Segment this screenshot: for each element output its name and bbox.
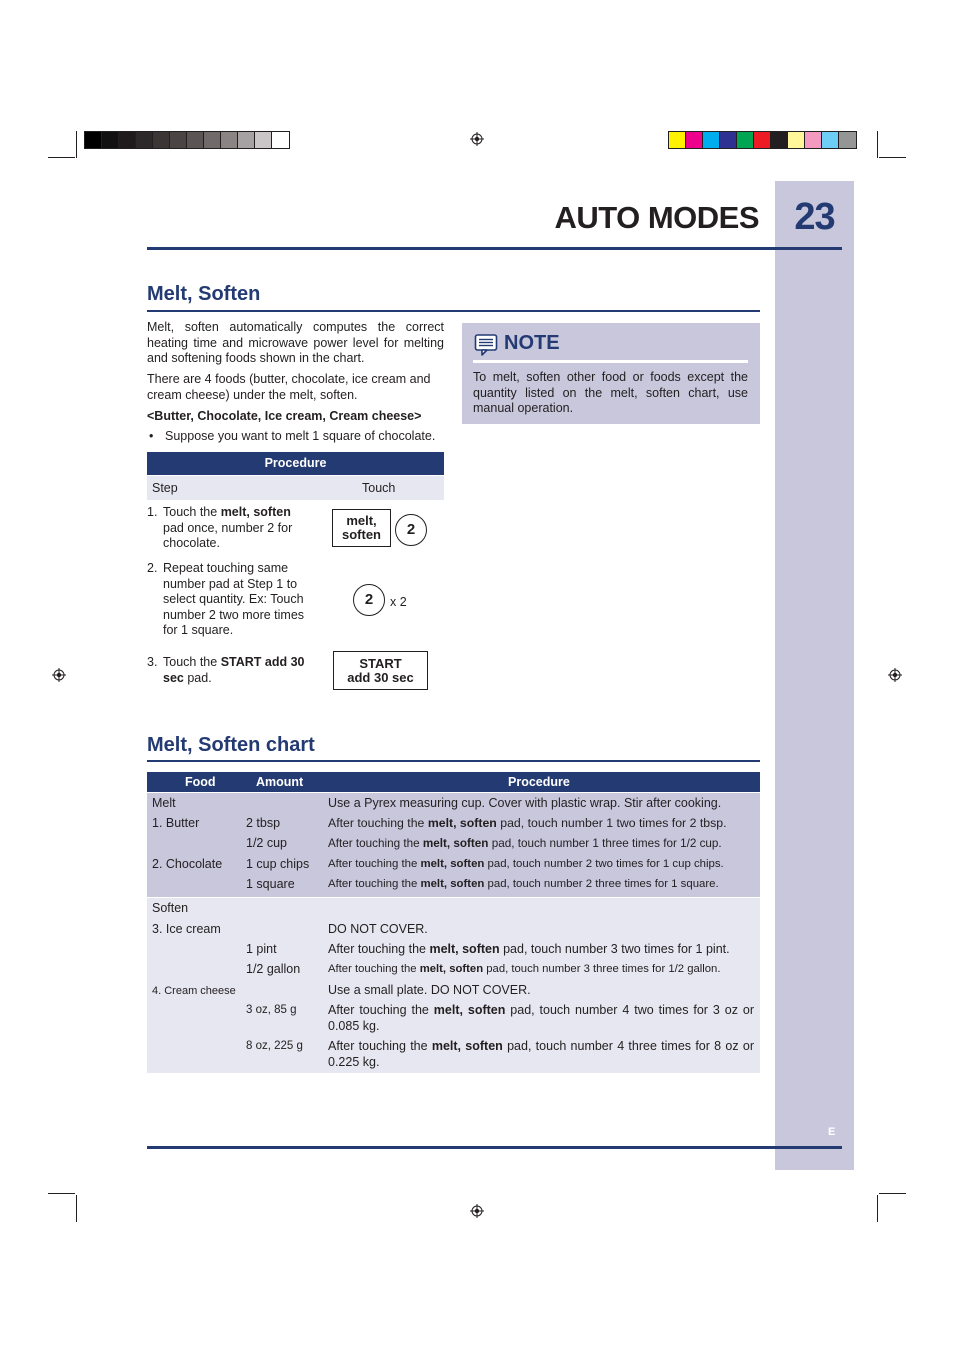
color-swatch [170, 132, 187, 148]
procedure-cell [328, 1039, 754, 1070]
procedure-key: melt, soften [420, 858, 485, 870]
intro-paragraph: Melt, soften automatically computes the correct heating time and microwave power level for melting and softening foods shown in the chart. [147, 320, 444, 366]
amount-cell: 1/2 gallon [246, 962, 301, 976]
registration-mark-icon [470, 1204, 484, 1218]
section-rule [147, 760, 760, 762]
color-swatch [221, 132, 238, 148]
step-key-name: START add 30 sec [163, 655, 305, 685]
color-swatch [153, 132, 170, 148]
process-color-bar [668, 131, 857, 149]
color-swatch [822, 132, 839, 148]
procedure-key: melt, soften [422, 837, 489, 850]
grayscale-color-bar [84, 131, 290, 149]
crop-mark [76, 1195, 77, 1222]
bullet-text: Suppose you want to melt 1 square of chocolate. [165, 429, 436, 443]
step-key-name: melt, soften [220, 505, 291, 519]
page-number: 23 [794, 196, 835, 238]
color-swatch [204, 132, 221, 148]
procedure-text: After touching the [328, 858, 421, 870]
food-butter: 1. Butter [152, 816, 200, 830]
registration-mark-icon [888, 668, 902, 682]
procedure-columns [147, 476, 444, 500]
procedure-text: After touching the [328, 837, 423, 850]
key-line: add 30 sec [347, 669, 414, 685]
section-title-melt-soften: Melt, Soften [147, 283, 261, 305]
amount-cell: 1 square [246, 877, 295, 891]
color-swatch [805, 132, 822, 148]
crop-mark [877, 131, 878, 158]
note-title: NOTE [504, 332, 560, 354]
procedure-text: pad, touch number 3 two times for 1 pint. [499, 942, 730, 956]
step-text-post: pad once, number 2 for chocolate. [163, 520, 293, 551]
section-rule [147, 310, 760, 312]
repeat-count: x 2 [390, 595, 407, 609]
procedure-cell [328, 1003, 754, 1034]
key-line: melt, [346, 513, 377, 528]
bullet-dot: • [149, 429, 154, 443]
intro-paragraph-2: There are 4 foods (butter, chocolate, ice cream and cream cheese) under the melt, soften. [147, 372, 431, 402]
col-touch: Touch [362, 481, 396, 495]
procedure-cell [328, 942, 730, 958]
crop-mark [877, 1195, 878, 1222]
number-2-key: 2 [395, 514, 427, 546]
cream-cheese-instruction: Use a small plate. DO NOT COVER. [328, 983, 531, 997]
step-text-pre: Touch the [163, 505, 221, 519]
chart-header [147, 772, 760, 792]
ice-cream-instruction: DO NOT COVER. [328, 922, 428, 936]
procedure-text: pad, touch number 1 two times for 2 tbsp. [496, 816, 727, 830]
amount-cell: 8 oz, 225 g [246, 1040, 303, 1052]
procedure-cell [328, 836, 722, 852]
step-text-pre: Touch the [163, 655, 221, 669]
crop-mark [879, 157, 906, 158]
procedure-text: pad, touch number 4 two times for 3 oz or 0.085 kg. [328, 1003, 754, 1033]
step-number: 2. [147, 561, 158, 575]
footer-rule [147, 1146, 842, 1149]
procedure-key: melt, soften [420, 878, 485, 890]
key-line: START [359, 655, 402, 671]
step-text [163, 655, 313, 686]
crop-mark [48, 157, 75, 158]
procedure-cell [328, 962, 720, 978]
amount-cell: 1/2 cup [246, 836, 288, 850]
melt-soften-key [332, 509, 391, 547]
group-label-melt: Melt [152, 796, 176, 810]
crop-mark [879, 1193, 906, 1194]
color-swatch [720, 132, 737, 148]
procedure-text: pad, touch number 4 three times for 8 oz or 0.225 kg. [328, 1039, 754, 1069]
col-procedure: Procedure [508, 775, 570, 789]
note-rule [473, 360, 748, 363]
step-number: 3. [147, 655, 158, 669]
food-chocolate: 2. Chocolate [152, 857, 223, 871]
food-cream-cheese: 4. Cream cheese [152, 985, 236, 997]
procedure-text: pad, touch number 3 three times for 1/2 gallon. [483, 963, 721, 975]
col-food: Food [185, 775, 216, 789]
procedure-key: melt, soften [431, 1039, 503, 1053]
crop-mark [48, 1193, 75, 1194]
procedure-cell [328, 816, 727, 832]
note-icon [474, 333, 498, 357]
color-swatch [771, 132, 788, 148]
melt-instruction: Use a Pyrex measuring cup. Cover with plastic wrap. Stir after cooking. [328, 796, 722, 810]
procedure-key: melt, soften [433, 1003, 506, 1017]
key-line: soften [342, 527, 381, 542]
procedure-key: melt, soften [419, 963, 484, 975]
procedure-key: melt, soften [427, 816, 497, 830]
color-swatch [187, 132, 204, 148]
step-text: Repeat touching same number pad at Step 1 to select quantity. Ex: Touch number 2 two more times for 1 square. [163, 561, 305, 638]
procedure-text: After touching the [328, 963, 420, 975]
registration-mark-icon [470, 132, 484, 146]
group-label-soften: Soften [152, 901, 189, 915]
crop-mark [76, 131, 77, 158]
procedure-key: melt, soften [429, 942, 500, 956]
color-swatch [788, 132, 805, 148]
language-tab: E [828, 1126, 836, 1138]
page-sidebar [775, 181, 854, 1170]
color-swatch [85, 132, 102, 148]
note-text: To melt, soften other food or foods except the quantity listed on the melt, soften chart, use manual operation. [473, 370, 748, 416]
amount-cell: 3 oz, 85 g [246, 1004, 297, 1016]
procedure-text: After touching the [328, 1039, 432, 1053]
step-number: 1. [147, 505, 158, 519]
procedure-text: pad, touch number 2 two times for 1 cup chips. [484, 858, 724, 870]
title-rule [147, 247, 842, 250]
amount-cell: 1 cup chips [246, 857, 310, 871]
number-2-key: 2 [353, 584, 385, 616]
color-swatch [686, 132, 703, 148]
registration-mark-icon [52, 668, 66, 682]
col-step: Step [152, 481, 178, 495]
procedure-cell [328, 877, 719, 893]
color-swatch [272, 132, 289, 148]
start-add-30-sec-key [333, 651, 428, 690]
color-swatch [754, 132, 771, 148]
color-swatch [737, 132, 754, 148]
color-swatch [669, 132, 686, 148]
step-text-post: pad. [183, 670, 212, 685]
page-title: AUTO MODES [554, 200, 759, 235]
procedure-header: Procedure [147, 452, 444, 475]
color-swatch [238, 132, 255, 148]
note-box [462, 323, 760, 424]
foods-heading: <Butter, Chocolate, Ice cream, Cream cheese> [147, 409, 422, 423]
step-text [163, 505, 313, 552]
food-ice-cream: 3. Ice cream [152, 922, 221, 936]
procedure-text: After touching the [328, 878, 421, 890]
procedure-text: pad, touch number 2 three times for 1 square. [484, 878, 719, 890]
col-amount: Amount [256, 775, 304, 789]
color-swatch [255, 132, 272, 148]
procedure-text: After touching the [328, 942, 430, 956]
procedure-text: After touching the [328, 1003, 434, 1017]
color-swatch [102, 132, 119, 148]
section-title-chart: Melt, Soften chart [147, 734, 315, 756]
color-swatch [136, 132, 153, 148]
color-swatch [839, 132, 856, 148]
procedure-cell [328, 857, 724, 873]
amount-cell: 2 tbsp [246, 816, 281, 830]
amount-cell: 1 pint [246, 942, 277, 956]
procedure-text: pad, touch number 1 three times for 1/2 cup. [488, 837, 722, 850]
color-swatch [703, 132, 720, 148]
color-swatch [119, 132, 136, 148]
procedure-text: After touching the [328, 816, 428, 830]
